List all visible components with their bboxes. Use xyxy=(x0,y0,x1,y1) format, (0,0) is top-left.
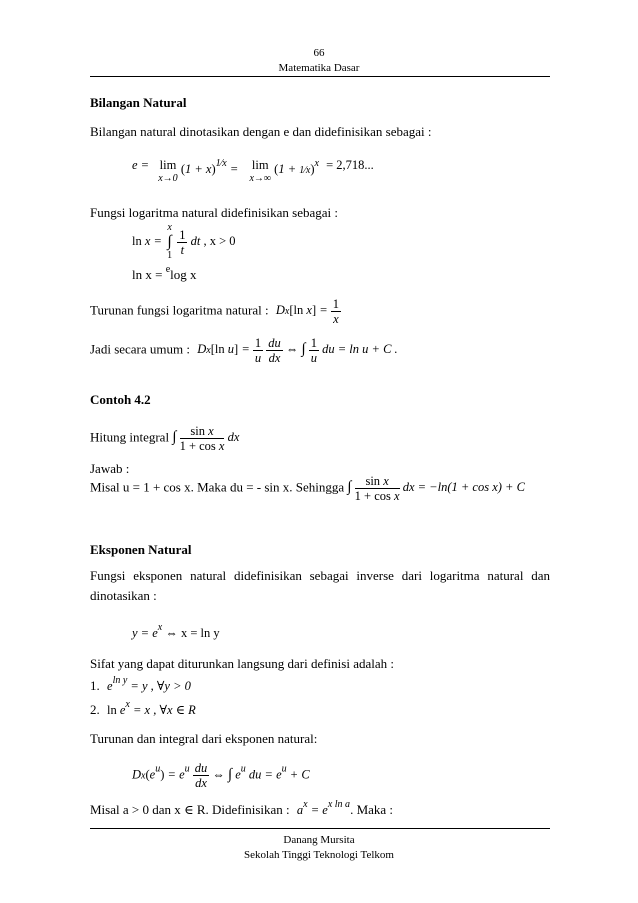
ln-intro-text: Fungsi logaritma natural didefinisikan sebagai : xyxy=(90,205,339,220)
footer-institution: Sekolah Tinggi Teknologi Telkom xyxy=(244,849,394,861)
exp-property-2: 2. $\ln e^x = x$ , ∀x ∈ R xyxy=(90,699,196,717)
exp-intro-text: Fungsi eksponen natural didefinisikan sebagai inverse dari logaritma natural dan dinotasikan : xyxy=(90,568,550,603)
e-value: = 2,718... xyxy=(326,158,374,172)
footer-rule xyxy=(90,828,550,829)
example-title: Contoh 4.2 xyxy=(90,392,151,407)
exp-last-line: Misal a > 0 dan x ∈ R. Didefinisikan : $a^x = e^{x ln a}$. Maka : xyxy=(90,799,394,817)
general-derivative-line: Jadi secara umum : Dx[ln u] = $\frac{1}{u}$ $\frac{du}{dx}$ ⇔ ∫ $\frac{1}{u}$ du = ln u + C . xyxy=(90,336,398,365)
derivative-ln-line: Turunan fungsi logaritma natural : Dx[ln x] = $\frac{1}{x}$ xyxy=(90,297,340,326)
section-title-eksponen-natural: Eksponen Natural xyxy=(90,542,192,557)
page-number: 66 xyxy=(313,47,325,59)
ln-integral-formula: ln x = x ∫ 1 $\frac{1}{t}$ dt , x > 0 xyxy=(132,222,236,261)
exp-deriv-intro: Turunan dan integral dari eksponen natural: xyxy=(90,731,318,746)
ln-log-relation: ln x = $^e$log x xyxy=(132,264,197,282)
footer-author: Danang Mursita xyxy=(283,834,355,846)
ln-condition: , x > 0 xyxy=(203,233,236,248)
exp-props-intro: Sifat yang dapat diturunkan langsung dari definisi adalah : xyxy=(90,656,394,671)
exp-definition-formula: $y = e^x$ ⇔ x = ln y xyxy=(132,622,220,640)
answer-line: Misal u = 1 + cos x. Maka du = - sin x. Sehingga ∫ $\frac{\text{sin x}}{\text{1 + cos x}}$ dx = −ln(1 + cos x) + C xyxy=(90,474,525,503)
exp-deriv-formula: $Dx(e^u) = e^u$ $\frac{du}{dx}$ ⇔ ∫ $e^u$ du = $e^u + C$ xyxy=(132,761,310,790)
answer-label: Jawab : xyxy=(90,461,130,476)
header-title: Matematika Dasar xyxy=(278,62,360,74)
header-rule xyxy=(90,76,550,77)
exp-property-1: 1. $e^{ln y} = y$ , ∀y > 0 xyxy=(90,675,191,693)
e-definition-formula: e = lim x→0 $(1 + x)^{1⁄x}$ = lim x→∞ (1 + 1⁄x)$^x$ = 2,718... xyxy=(132,158,374,184)
example-prompt: Hitung integral ∫ $\frac{\text{sin x}}{\text{1 + cos x}}$ dx xyxy=(90,424,240,453)
e-intro-text: Bilangan natural dinotasikan dengan e dan didefinisikan sebagai : xyxy=(90,124,432,139)
section-title-bilangan-natural: Bilangan Natural xyxy=(90,95,187,110)
